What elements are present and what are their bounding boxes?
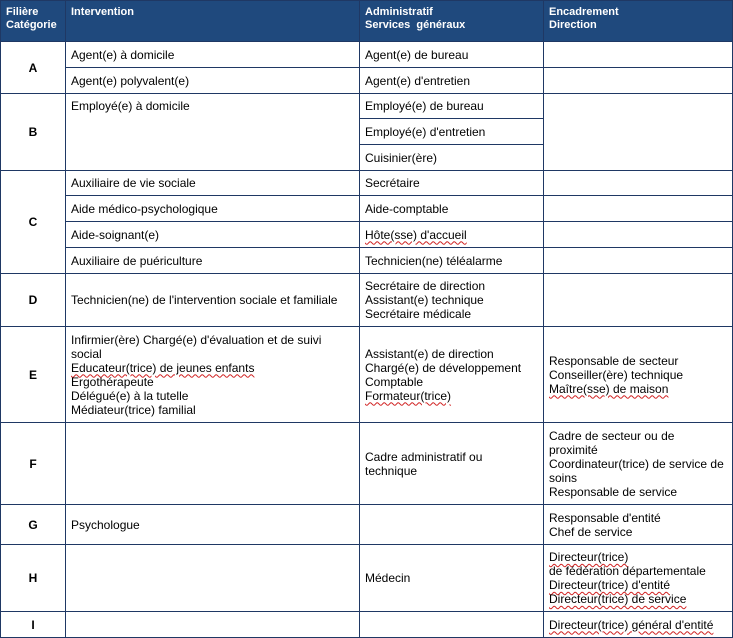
header-row [1, 1, 733, 42]
intervention-cell: Aide médico-psychologique [66, 196, 360, 222]
table-row-c-1 [1, 171, 733, 196]
intervention-cell: Auxiliaire de vie sociale [66, 171, 360, 196]
category-f: F [1, 423, 66, 505]
admin-cell: Secrétaire de direction Assistant(e) technique Secrétaire médicale [360, 274, 544, 327]
intervention-cell: Psychologue [66, 505, 360, 545]
table-body [1, 42, 733, 638]
admin-cell: Employé(e) d'entretien [360, 119, 544, 145]
intervention-cell: Aide-soignant(e) [66, 222, 360, 248]
encadrement-cell [544, 248, 733, 274]
intervention-cell: Employé(e) à domicile [66, 94, 360, 171]
table-row-g [1, 505, 733, 545]
table-row-i [1, 612, 733, 638]
encadrement-cell: Responsable de secteur Conseiller(ère) technique Maître(sse) de maison [544, 327, 733, 423]
encadrement-cell [544, 94, 733, 171]
intervention-cell: Technicien(ne) de l'intervention sociale et familiale [66, 274, 360, 327]
table-row-a-2 [1, 68, 733, 94]
admin-cell [360, 612, 544, 638]
encadrement-cell [544, 42, 733, 68]
admin-cell: Agent(e) de bureau [360, 42, 544, 68]
category-d: D [1, 274, 66, 327]
category-e: E [1, 327, 66, 423]
encadrement-cell: Directeur(trice) général d'entité [544, 612, 733, 638]
header-encadrement: Encadrement Direction [544, 1, 733, 42]
table-row-d [1, 274, 733, 327]
encadrement-cell [544, 171, 733, 196]
table-row-c-4 [1, 248, 733, 274]
admin-cell: Aide-comptable [360, 196, 544, 222]
intervention-cell: Agent(e) à domicile [66, 42, 360, 68]
header-administratif: Administratif Services généraux [360, 1, 544, 42]
intervention-cell: Infirmier(ère) Chargé(e) d'évaluation et de suivi social Educateur(trice) de jeunes enfants Ergothérapeute Délégué(e) à la tutelle Médiateur(trice) familial [66, 327, 360, 423]
encadrement-cell: Directeur(trice) de fédération départementale Directeur(trice) d'entité Directeur(trice) de service [544, 545, 733, 612]
header-category: Filière Catégorie [1, 1, 66, 42]
category-b: B [1, 94, 66, 171]
intervention-cell: Agent(e) polyvalent(e) [66, 68, 360, 94]
intervention-cell [66, 545, 360, 612]
admin-cell: Cadre administratif ou technique [360, 423, 544, 505]
encadrement-cell [544, 196, 733, 222]
admin-cell: Assistant(e) de direction Chargé(e) de développement Comptable Formateur(trice) [360, 327, 544, 423]
category-c: C [1, 171, 66, 274]
admin-cell [360, 222, 544, 248]
encadrement-cell [544, 274, 733, 327]
header-intervention: Intervention [66, 1, 360, 42]
encadrement-cell [544, 68, 733, 94]
admin-cell: Secrétaire [360, 171, 544, 196]
encadrement-cell [544, 222, 733, 248]
category-a: A [1, 42, 66, 94]
table-row-e [1, 327, 733, 423]
category-h: H [1, 545, 66, 612]
admin-text: Hôte(sse) d'accueil [365, 227, 467, 242]
intervention-cell: Auxiliaire de puériculture [66, 248, 360, 274]
table-row-b-1 [1, 94, 733, 119]
intervention-cell [66, 612, 360, 638]
admin-cell: Cuisinier(ère) [360, 145, 544, 171]
table-row-a-1 [1, 42, 733, 68]
admin-cell: Employé(e) de bureau [360, 94, 544, 119]
encadrement-cell: Responsable d'entité Chef de service [544, 505, 733, 545]
admin-cell: Médecin [360, 545, 544, 612]
admin-cell [360, 505, 544, 545]
category-g: G [1, 505, 66, 545]
table-row-h [1, 545, 733, 612]
admin-cell: Technicien(ne) téléalarme [360, 248, 544, 274]
table-row-f [1, 423, 733, 505]
table-row-c-3 [1, 222, 733, 248]
table-header [1, 1, 733, 42]
encadrement-cell: Cadre de secteur ou de proximité Coordinateur(trice) de service de soins Responsable de service [544, 423, 733, 505]
intervention-cell [66, 423, 360, 505]
table-row-c-2 [1, 196, 733, 222]
category-i: I [1, 612, 66, 638]
admin-cell: Agent(e) d'entretien [360, 68, 544, 94]
